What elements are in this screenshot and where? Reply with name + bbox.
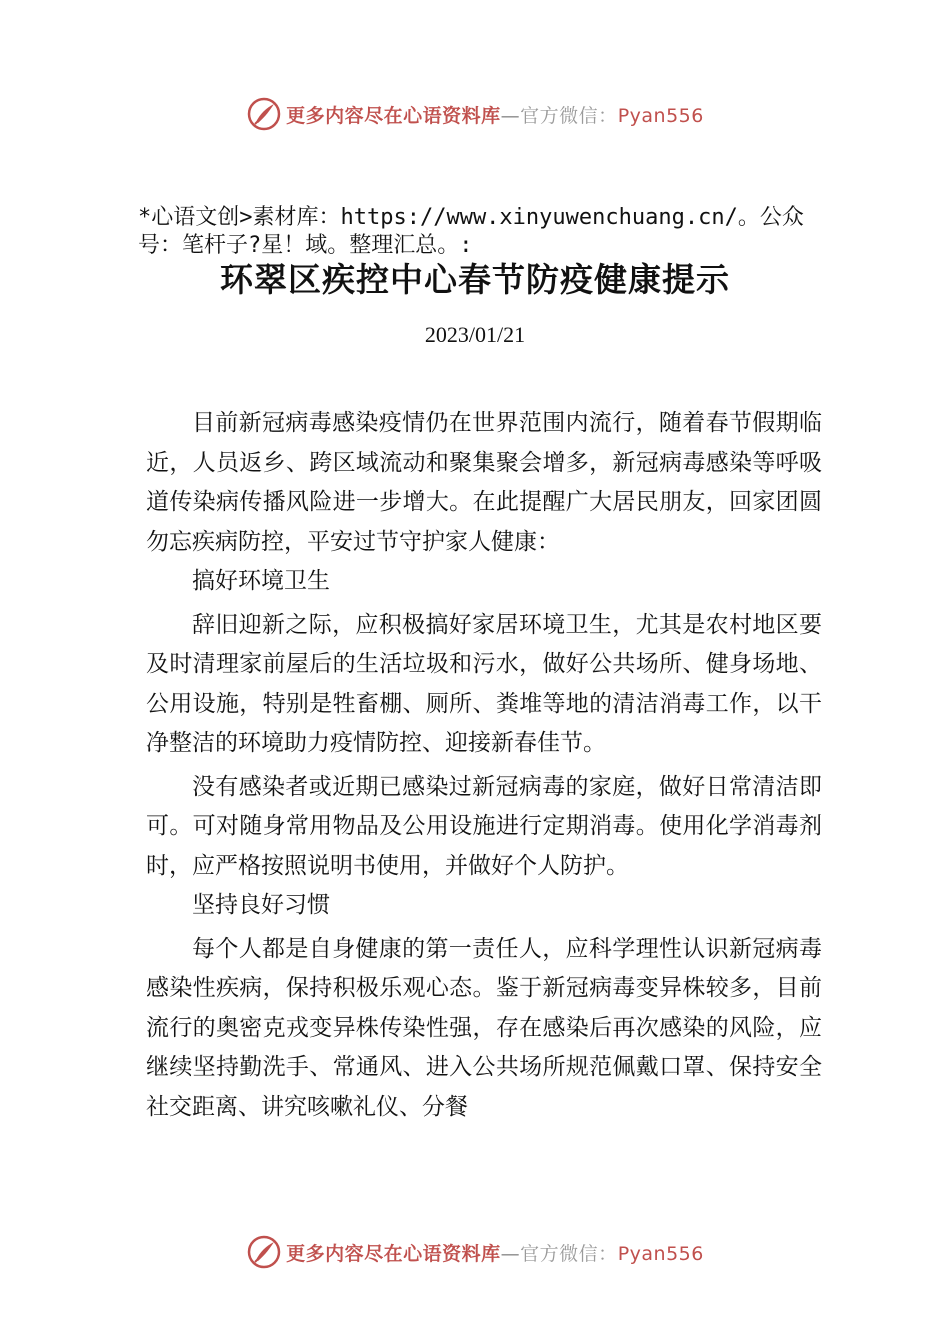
quill-logo-icon xyxy=(246,96,282,132)
source-line: *心语文创>素材库：https://www.xinyuwenchuang.cn/。公众号：笔杆子?星！域。整理汇总。: xyxy=(138,205,804,258)
environment-paragraph-2: 没有感染者或近期已感染过新冠病毒的家庭，做好日常清洁即可。可对随身常用物品及公用设施进行定期消毒。使用化学消毒剂时，应严格按照说明书使用，并做好个人防护。 xyxy=(146,773,822,879)
environment-paragraph-1: 辞旧迎新之际，应积极搞好家居环境卫生，尤其是农村地区要及时清理家前屋后的生活垃圾和污水，做好公共场所、健身场地、公用设施，特别是牲畜棚、厕所、粪堆等地的清洁消毒工作，以干净整洁的环境助力疫情防控、迎接新春佳节。 xyxy=(146,611,822,756)
quill-logo-icon xyxy=(246,1234,282,1270)
watermark-library-text: 更多内容尽在心语资料库 xyxy=(286,104,501,127)
document-body xyxy=(146,404,822,1127)
footer-watermark xyxy=(0,1232,950,1272)
watermark-wechat-id: Pyan556 xyxy=(617,104,704,127)
document-date: 2023/01/21 xyxy=(424,322,526,347)
intro-paragraph: 目前新冠病毒感染疫情仍在世界范围内流行，随着春节假期临近，人员返乡、跨区域流动和聚集聚会增多，新冠病毒感染等呼吸道传染病传播风险进一步增大。在此提醒广大居民朋友，回家团圆勿忘疾病防控，平安过节守护家人健康： xyxy=(146,410,822,555)
watermark-wechat-id: Pyan556 xyxy=(617,1242,704,1265)
watermark-separator: — xyxy=(500,104,521,127)
watermark-separator: — xyxy=(500,1242,521,1265)
watermark-wechat-label: 官方微信： xyxy=(520,1242,618,1265)
section-heading-environment: 搞好环境卫生 xyxy=(192,568,330,594)
document-title: 环翠区疾控中心春节防疫健康提示 xyxy=(220,260,730,299)
section-heading-habits: 坚持良好习惯 xyxy=(192,892,330,918)
watermark-wechat-label: 官方微信： xyxy=(520,104,618,127)
header-watermark xyxy=(0,94,950,134)
habits-paragraph-1: 每个人都是自身健康的第一责任人，应科学理性认识新冠病毒感染性疾病，保持积极乐观心态。鉴于新冠病毒变异株较多，目前流行的奥密克戎变异株传染性强，存在感染后再次感染的风险，应继续坚持勤洗手、常通风、进入公共场所规范佩戴口罩、保持安全社交距离、讲究咳嗽礼仪、分餐 xyxy=(146,935,822,1120)
watermark-library-text: 更多内容尽在心语资料库 xyxy=(286,1242,501,1265)
